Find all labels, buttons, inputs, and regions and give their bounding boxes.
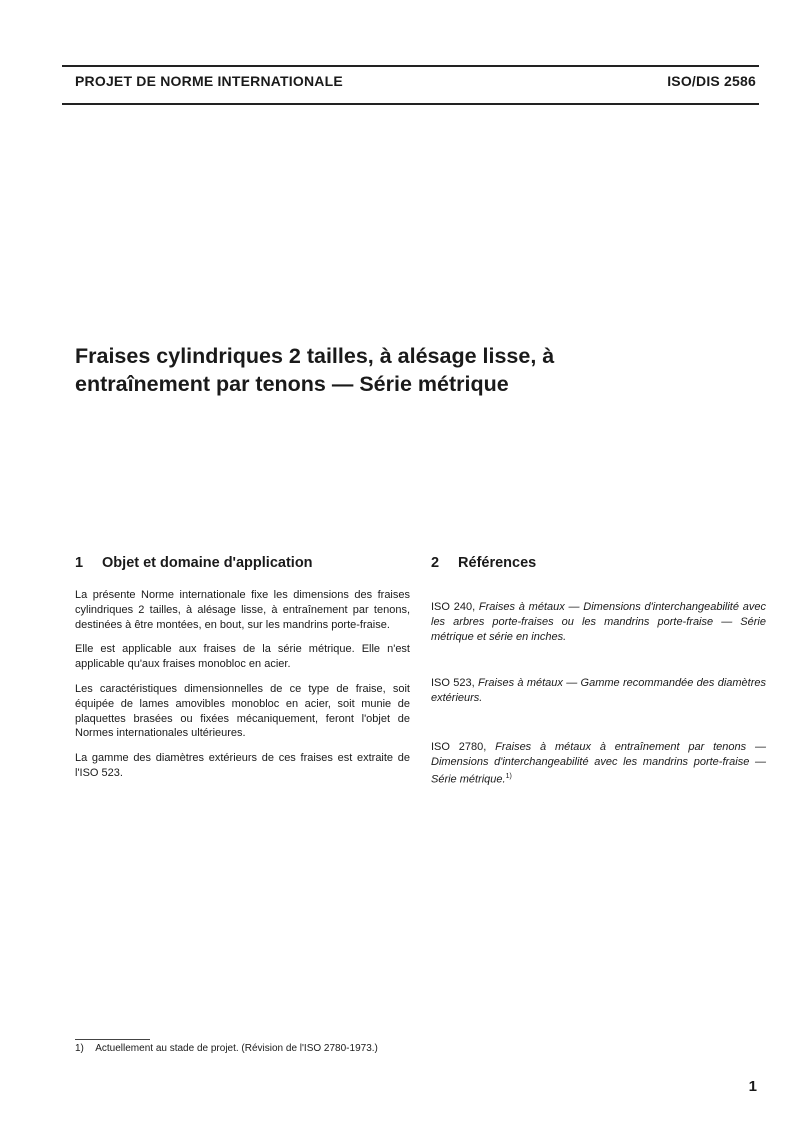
title-line-2: entraînement par tenons — Série métrique bbox=[75, 372, 509, 396]
footnote-text: Actuellement au stade de projet. (Révision de l'ISO 2780-1973.) bbox=[95, 1043, 378, 1054]
reference-item bbox=[431, 600, 766, 644]
section-references bbox=[431, 555, 766, 787]
section-number: 2 bbox=[431, 555, 440, 571]
title-line-1: Fraises cylindriques 2 tailles, à alésage lisse, à bbox=[75, 344, 555, 368]
document-status-label: PROJET DE NORME INTERNATIONALE bbox=[75, 73, 343, 89]
scope-paragraph-4: La gamme des diamètres extérieurs de ces fraises est extraite de l'ISO 523. bbox=[75, 752, 410, 779]
scope-paragraph-3: Les caractéristiques dimensionnelles de ce type de fraise, soit équipée de lames amovibles monobloc en acier, soit munie de plaquettes brasées ou fixées mécaniquement, feront l'objet de Normes internationales ultérieures. bbox=[75, 682, 410, 740]
section-heading-text: Objet et domaine d'application bbox=[102, 555, 313, 571]
reference-code: ISO 240, bbox=[431, 601, 476, 613]
section-heading-scope bbox=[75, 555, 410, 571]
reference-item bbox=[431, 740, 766, 787]
reference-code: ISO 2780, bbox=[431, 740, 487, 753]
footnote-reference[interactable]: 1) bbox=[505, 772, 512, 780]
section-number: 1 bbox=[75, 555, 84, 571]
document-number: ISO/DIS 2586 bbox=[667, 73, 756, 89]
reference-title: Fraises à métaux — Dimensions d'interchangeabilité avec les arbres porte-fraises ou les mandrins porte-fraise — Série métrique et série en inches. bbox=[431, 601, 766, 643]
reference-item bbox=[431, 676, 766, 706]
footnote-separator bbox=[75, 1039, 150, 1040]
scope-paragraph-1: La présente Norme internationale fixe les dimensions des fraises cylindriques 2 tailles, à alésage lisse, à entraînement par tenons, destinées à être montées, en bout, sur les mandrins porte-fraise. bbox=[75, 589, 410, 631]
reference-code: ISO 523, bbox=[431, 677, 475, 690]
header-bottom-rule bbox=[62, 103, 759, 105]
footnote bbox=[75, 1043, 378, 1054]
scope-paragraph-2: Elle est applicable aux fraises de la série métrique. Elle n'est applicable qu'aux fraises monobloc en acier. bbox=[75, 643, 410, 671]
footnote-mark: 1) bbox=[75, 1043, 84, 1054]
header-top-rule bbox=[62, 65, 759, 67]
page-title bbox=[75, 342, 765, 398]
section-heading-text: Références bbox=[458, 555, 537, 571]
reference-title: Fraises à métaux à entraînement par tenons — Dimensions d'interchangeabilité avec les mandrins porte-fraise — Série métrique. bbox=[431, 740, 766, 786]
section-heading-references bbox=[431, 555, 766, 571]
reference-title: Fraises à métaux — Gamme recommandée des diamètres extérieurs. bbox=[431, 677, 766, 705]
section-scope bbox=[75, 555, 410, 791]
page-number: 1 bbox=[748, 1078, 757, 1095]
